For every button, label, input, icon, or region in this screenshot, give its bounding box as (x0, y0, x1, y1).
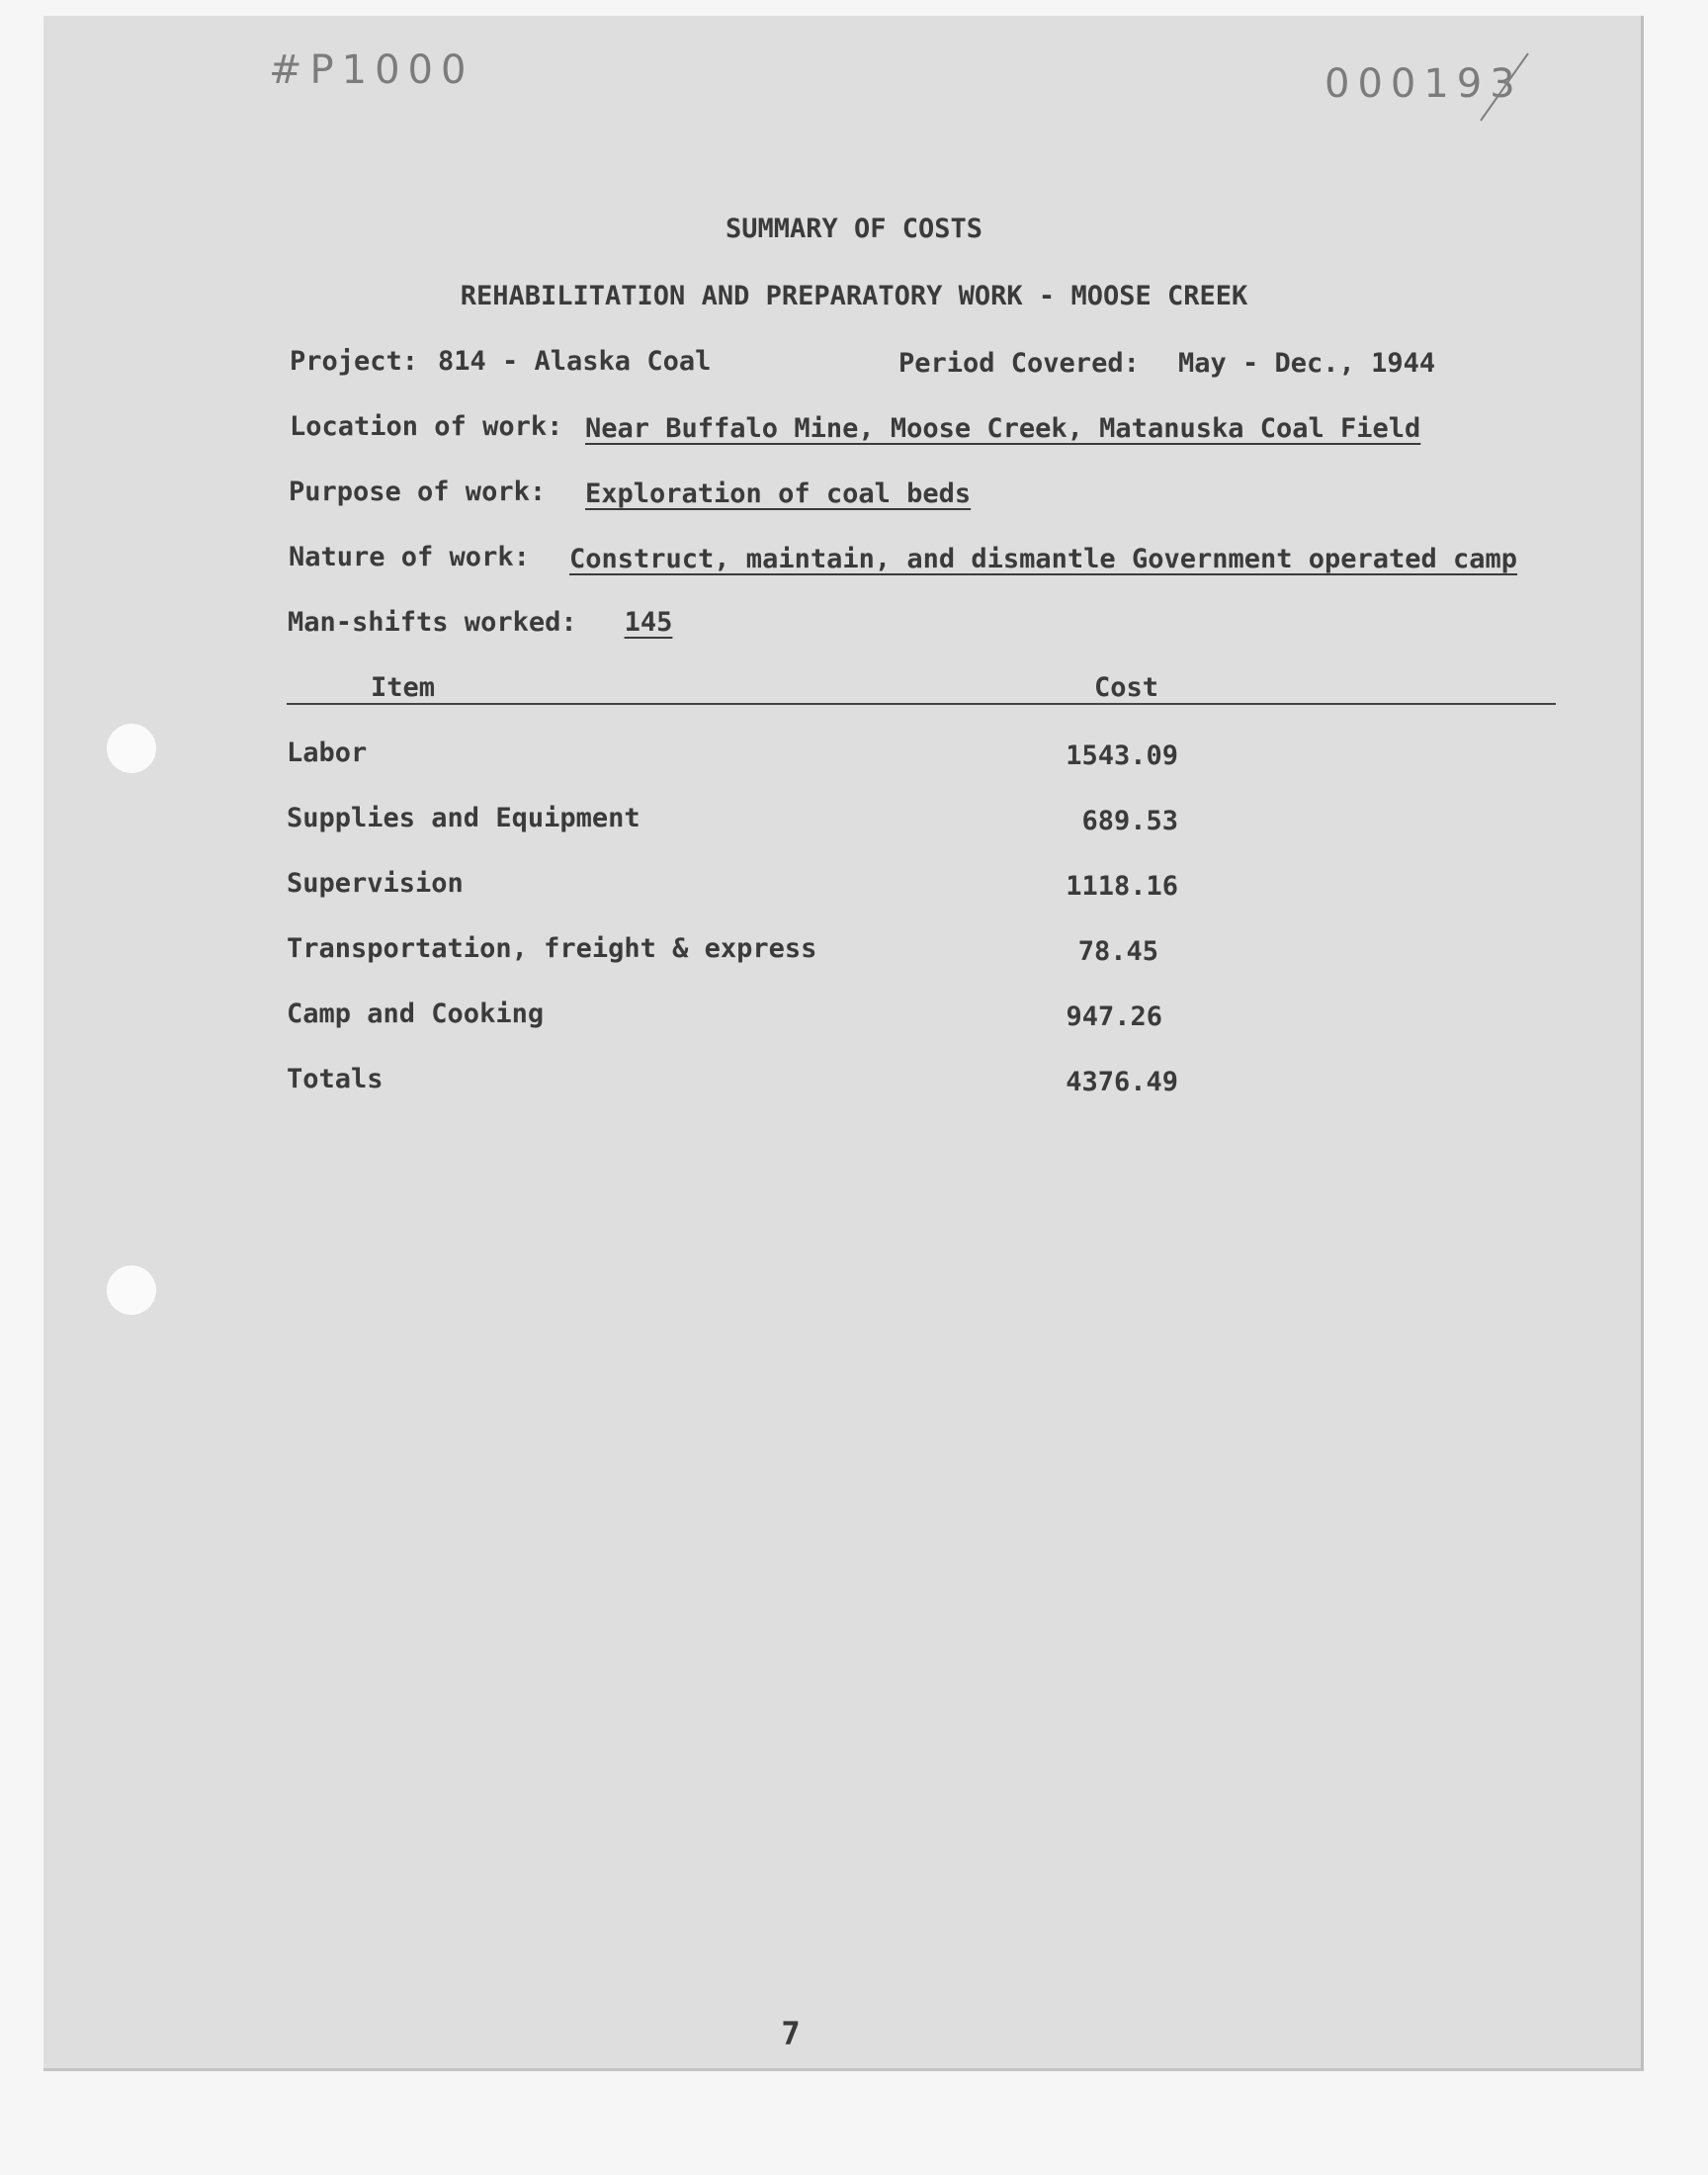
table-row-item: Supervision (287, 868, 464, 899)
table-row-cost: 689.53 (1081, 806, 1178, 836)
project-value: 814 - Alaska Coal (438, 346, 712, 377)
table-row-cost: 78.45 (1077, 936, 1158, 967)
manshifts-label: Man-shifts worked: (288, 607, 577, 638)
nature-label: Nature of work: (289, 542, 530, 572)
period-label: Period Covered: (898, 348, 1140, 379)
stamp-slash-mark (1473, 49, 1532, 129)
table-row-cost-totals: 4376.49 (1066, 1067, 1178, 1097)
punch-hole-top (107, 724, 156, 773)
page-number: 7 (781, 2015, 801, 2052)
table-row-cost: 947.26 (1066, 1001, 1162, 1032)
project-label: Project: (290, 346, 419, 377)
location-label: Location of work: (290, 411, 563, 442)
document-page (43, 16, 1644, 2071)
table-row-cost: 1118.16 (1066, 871, 1178, 902)
manshifts-value: 145 (624, 607, 673, 638)
table-row-item: Transportation, freight & express (287, 933, 817, 964)
punch-hole-bottom (107, 1265, 156, 1315)
stamp-top-right: 000193 (1324, 61, 1523, 107)
purpose-label: Purpose of work: (289, 477, 547, 507)
stamp-top-left: #P1000 (269, 47, 474, 93)
document-subtitle: REHABILITATION AND PREPARATORY WORK - MOOSE CREEK (460, 281, 1248, 311)
table-header-rule (287, 703, 1556, 705)
table-row-item: Supplies and Equipment (287, 803, 640, 833)
table-header-item: Item (371, 672, 436, 703)
purpose-value: Exploration of coal beds (585, 478, 972, 509)
document-title: SUMMARY OF COSTS (725, 214, 983, 244)
period-value: May - Dec., 1944 (1178, 348, 1436, 379)
table-header-cost: Cost (1094, 672, 1159, 703)
location-value: Near Buffalo Mine, Moose Creek, Matanuska Coal Field (585, 413, 1421, 444)
table-row-cost: 1543.09 (1066, 740, 1178, 771)
table-row-item-totals: Totals (287, 1064, 384, 1094)
nature-value: Construct, maintain, and dismantle Government operated camp (569, 544, 1518, 574)
table-row-item: Labor (287, 738, 368, 768)
table-row-item: Camp and Cooking (287, 999, 545, 1029)
